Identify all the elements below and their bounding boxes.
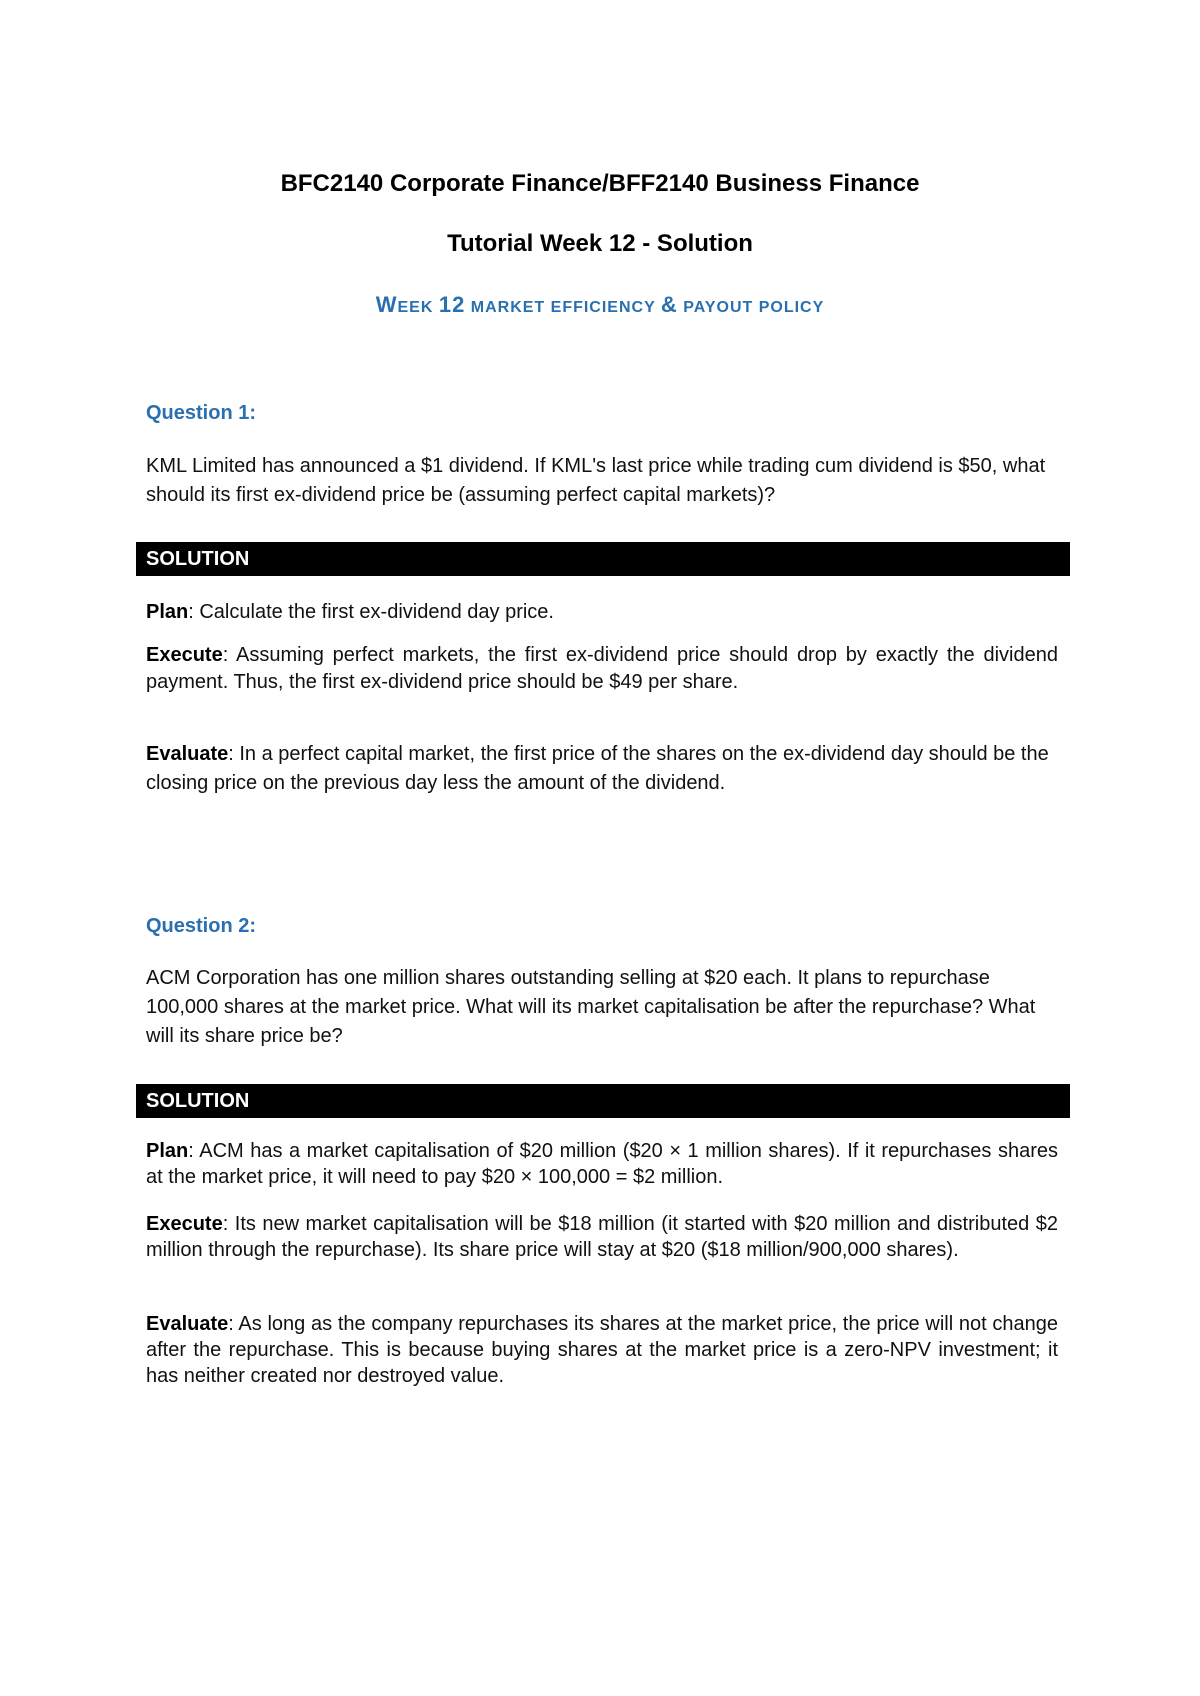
section-heading-ampersand: & (660, 292, 678, 317)
q2-plan (146, 1138, 1058, 1190)
q2-evaluate-text: : As long as the company repurchases its shares at the market price, the price will not change after the repurchase. This is because buying shares at the market price is a zero-NPV investment; it has neither created nor destroyed value. (146, 1313, 1058, 1387)
q1-execute (146, 642, 1058, 696)
course-title: BFC2140 Corporate Finance/BFF2140 Business Finance (280, 170, 920, 197)
q2-evaluate-label: Evaluate (146, 1313, 229, 1335)
section-heading-initial: W (375, 292, 398, 317)
section-heading-part3: PAYOUT POLICY (677, 299, 825, 316)
q1-evaluate-label: Evaluate (146, 743, 229, 765)
question-1-text: KML Limited has announced a $1 dividend. If KML's last price while trading cum dividend is $50, what should its first ex-dividend price be (assuming perfect capital markets)? (146, 455, 1046, 506)
q1-evaluate (146, 740, 1058, 798)
solution-1-header: SOLUTION (136, 542, 1070, 576)
q2-execute-text: : Its new market capitalisation will be $18 million (it started with $20 million and distributed $2 million through the repurchase). Its share price will stay at $20 ($18 million/900,000 shares). (146, 1213, 1058, 1261)
section-heading-number: 12 (438, 292, 466, 317)
section-heading-part1: EEK (397, 299, 439, 316)
q1-plan-text: : Calculate the first ex-dividend day price. (188, 601, 554, 623)
q1-execute-label: Execute (146, 644, 223, 666)
q2-execute (146, 1211, 1058, 1263)
q1-execute-text: : Assuming perfect markets, the first ex-dividend price should drop by exactly the dividend payment. Thus, the first ex-dividend price should be $49 per share. (146, 644, 1058, 693)
q2-evaluate (146, 1311, 1058, 1389)
q2-plan-text: : ACM has a market capitalisation of $20 million ($20 × 1 million shares). If it repurchases shares at the market price, it will need to pay $20 × 100,000 = $2 million. (146, 1140, 1058, 1188)
question-1-label: Question 1: (146, 402, 257, 424)
section-heading-part2: MARKET EFFICIENCY (465, 299, 661, 316)
question-2-text: ACM Corporation has one million shares outstanding selling at $20 each. It plans to repurchase 100,000 shares at the market price. What will its market capitalisation be after the repurchase? What will its share price be? (146, 967, 1036, 1047)
tutorial-title: Tutorial Week 12 - Solution (447, 230, 753, 257)
q2-plan-label: Plan (146, 1140, 189, 1162)
q1-evaluate-text: : In a perfect capital market, the first price of the shares on the ex-dividend day should be the closing price on the previous day less the amount of the dividend. (146, 743, 1049, 794)
q1-plan (146, 598, 1058, 627)
question-2-label: Question 2: (146, 915, 257, 937)
section-heading (0, 292, 1200, 318)
q1-plan-label: Plan (146, 601, 189, 623)
q2-execute-label: Execute (146, 1213, 223, 1235)
solution-2-header: SOLUTION (136, 1084, 1070, 1118)
